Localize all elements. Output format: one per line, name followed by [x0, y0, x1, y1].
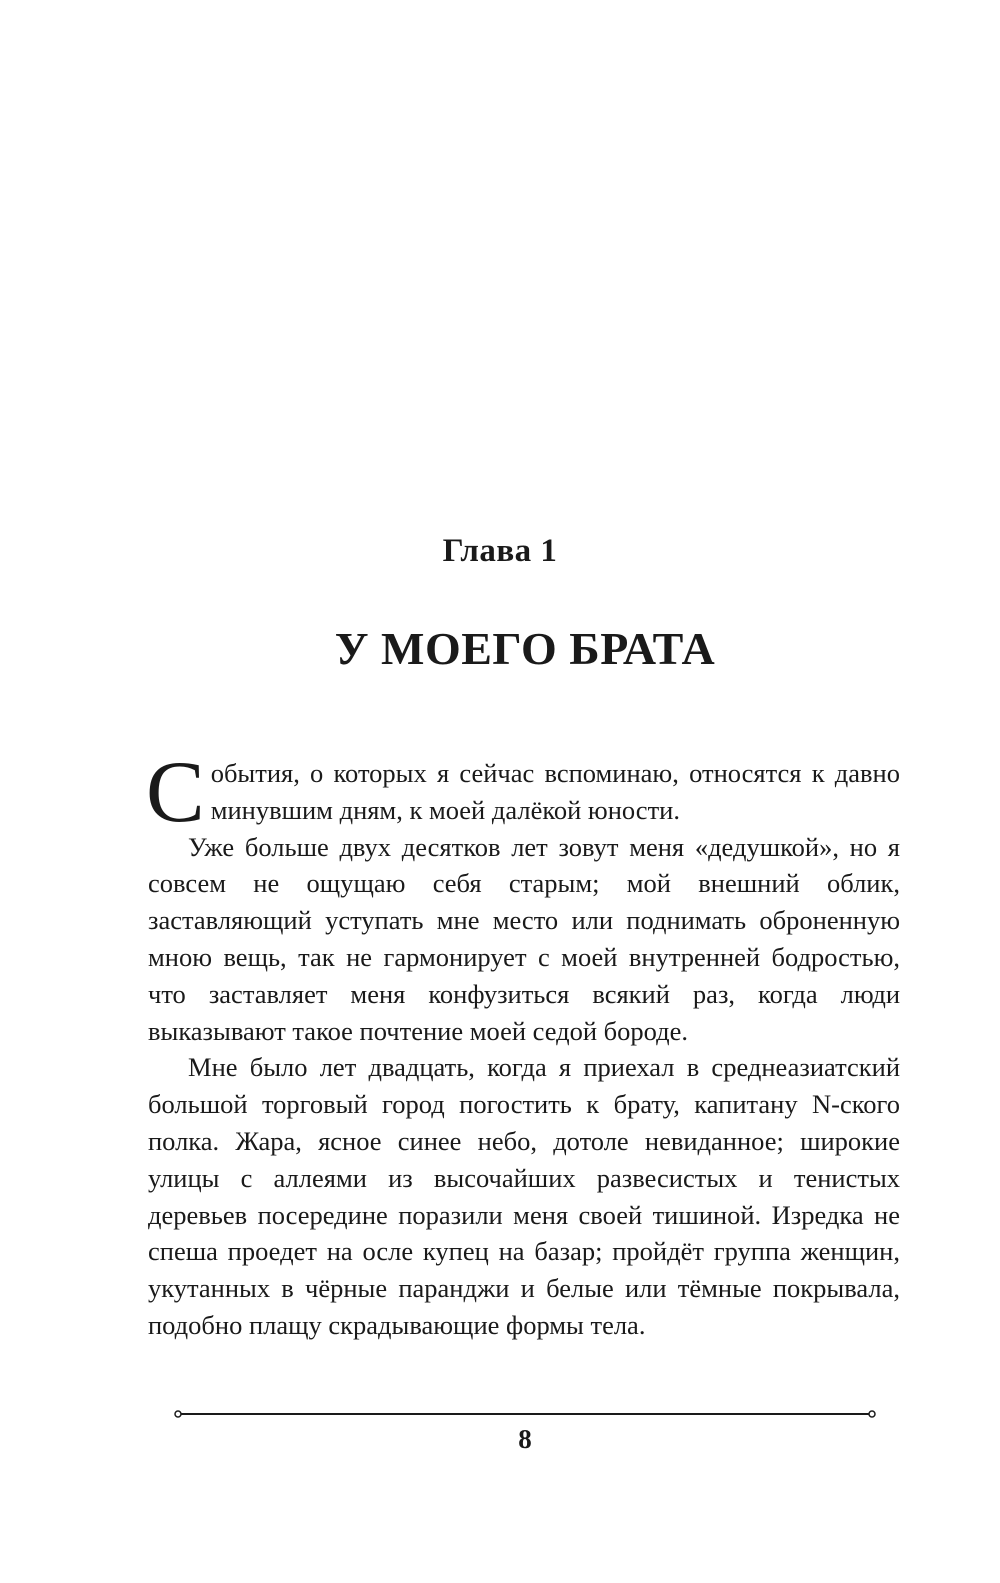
paragraph-2: Уже больше двух десятков лет зовут меня «дедушкой», но я совсем не ощущаю себя старым; мой внешний облик, заставляющий уступать мне место или поднимать оброненную мною вещь, так не гармонирует с моей внутренней бодростью, что заставляет меня конфузиться всякий раз, когда люди выказывают такое почтение моей седой бороде.	[148, 831, 900, 1046]
footer-divider	[174, 1409, 876, 1419]
chapter-text	[146, 744, 900, 1344]
paragraph-1-text: обытия, о которых я сейчас вспоминаю, относятся к давно минувшим дням, к моей далёкой юности.	[210, 758, 900, 825]
chapter-title: У МОЕГО БРАТА	[334, 623, 716, 674]
paragraph-3: Мне было лет двадцать, когда я приехал в среднеазиатский большой торговый город погостить к брату, капитану N-ского полка. Жара, ясное синее небо, дотоле невиданное; широкие улицы с аллеями из высочайших развесистых и тенистых деревьев посередине поразили меня своей тишиной. Изредка не спеша проедет на осле купец на базар; пройдёт группа женщин, укутанных в чёрные паранджи и белые или тёмные покрывала, подобно плащу скрадывающие формы тела.	[148, 1052, 900, 1340]
paragraph-1	[146, 744, 900, 841]
page-number: 8	[518, 1424, 532, 1454]
chapter-label: Глава 1	[442, 533, 558, 569]
drop-cap: С	[146, 744, 205, 841]
